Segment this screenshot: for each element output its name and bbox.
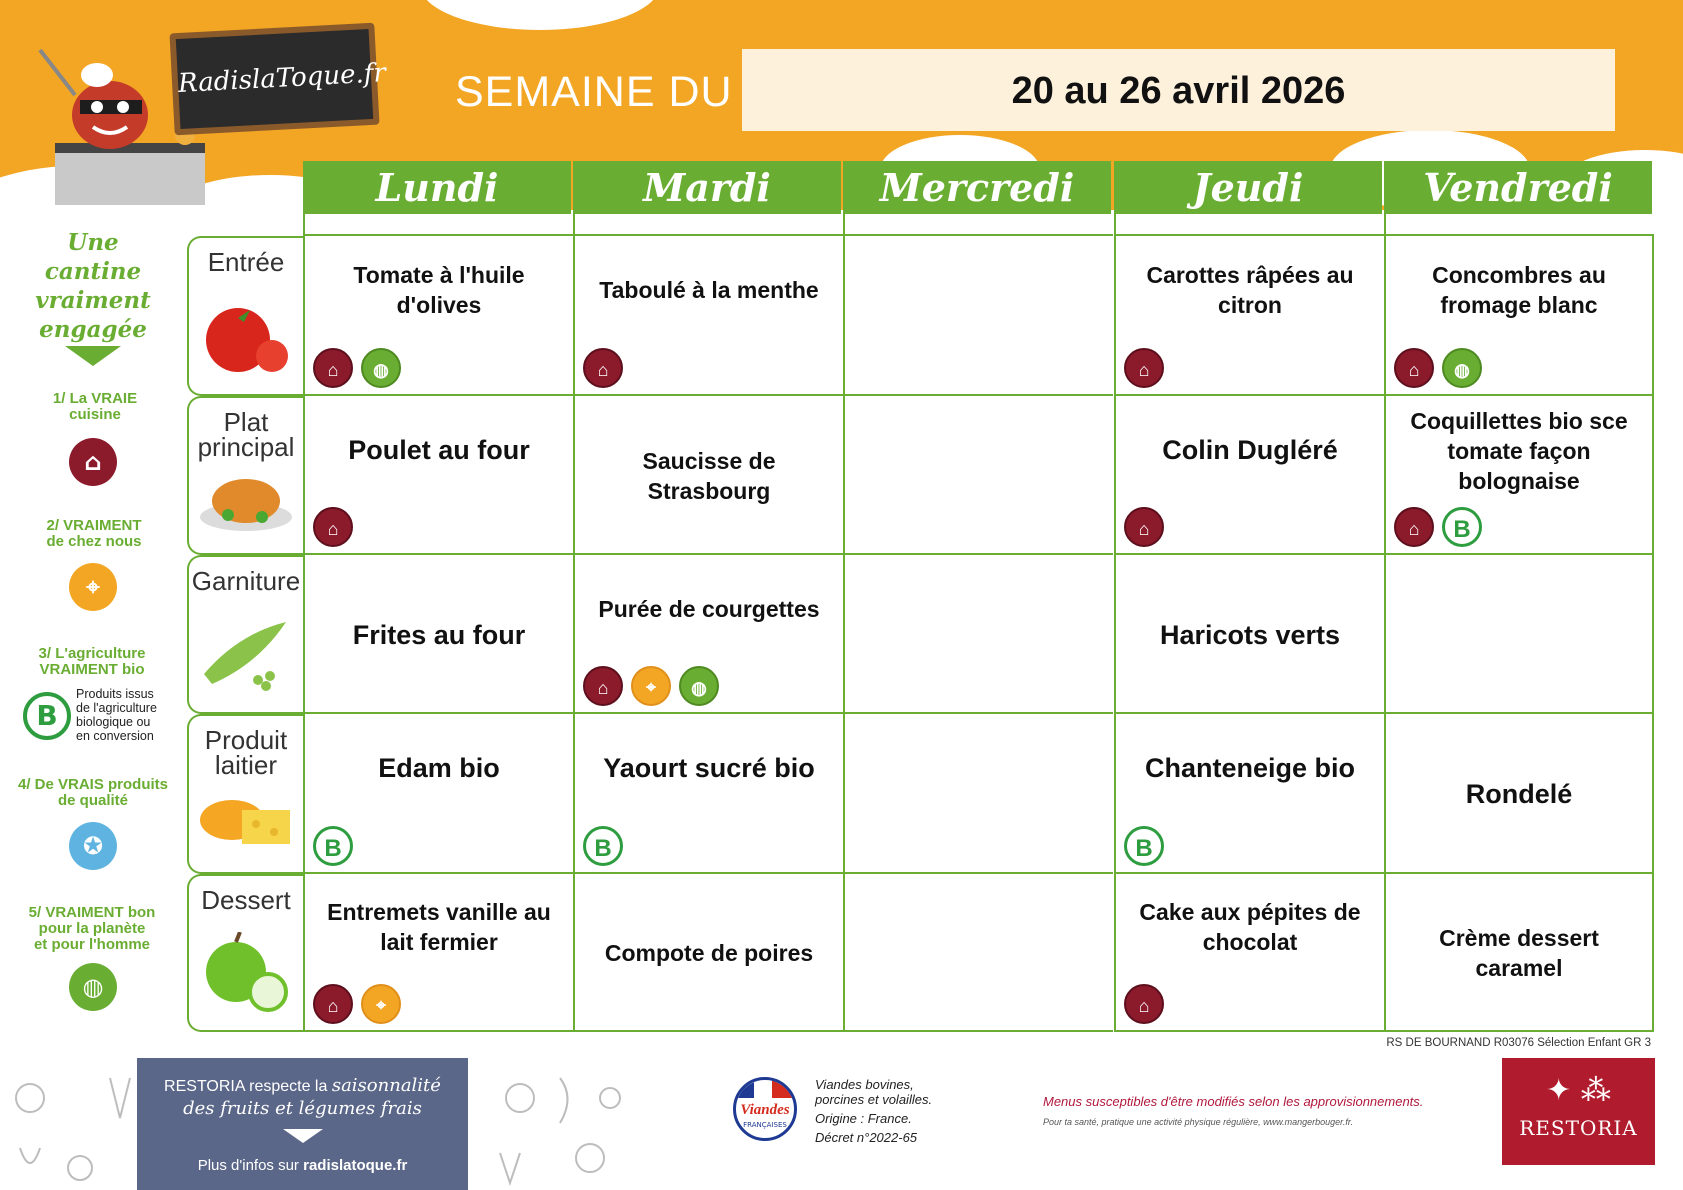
dish-name: Taboulé à la menthe	[599, 277, 819, 303]
dish-name: Purée de courgettes	[598, 596, 820, 622]
menu-cell-vendredi-plat-principal	[1384, 396, 1654, 555]
menu-cell-jeudi-garniture	[1114, 555, 1384, 714]
cooking-pot-icon: ⌂	[1394, 507, 1434, 547]
local-farm-icon: ⌖	[361, 984, 401, 1024]
dish-name: Tomate à l'huile d'olives	[353, 262, 525, 318]
bio-icon: B	[313, 826, 353, 866]
cooking-pot-icon: ⌂	[583, 348, 623, 388]
category-label: Produit laitier	[204, 725, 288, 780]
dish-name: Poulet au four	[348, 435, 530, 465]
label-badges	[1124, 826, 1164, 866]
label-badges	[583, 666, 719, 706]
radislatoque-link[interactable]: radislatoque.fr	[303, 1157, 408, 1174]
dish-name: Entremets vanille au lait fermier	[327, 899, 551, 955]
day-header-spacer	[573, 214, 843, 236]
category-entree	[187, 236, 303, 396]
meat-origin-text: Viandes bovines, porcines et volailles. Origine : France. Décret n°2022-65	[815, 1077, 933, 1145]
menu-cell-jeudi-entree	[1114, 236, 1384, 396]
category-dessert	[187, 874, 303, 1032]
dish-name: Rondelé	[1465, 779, 1573, 809]
step-produits-qualite: 4/ De VRAIS produits de qualité	[17, 776, 169, 809]
label-badges	[1394, 348, 1482, 388]
cooking-pot-icon: ⌂	[583, 666, 623, 706]
label-badges	[583, 348, 623, 388]
bio-icon: B	[583, 826, 623, 866]
roast-chicken-icon	[198, 455, 294, 535]
menu-cell-mardi-plat-principal	[573, 396, 843, 555]
menu-cell-mercredi-garniture	[843, 555, 1113, 714]
menu-cell-jeudi-produit-laitier	[1114, 714, 1384, 874]
menu-cell-jeudi-plat-principal	[1114, 396, 1384, 555]
menu-cell-lundi-dessert	[303, 874, 573, 1032]
dish-name: Carottes râpées au citron	[1146, 262, 1354, 318]
cooking-pot-icon: ⌂	[1394, 348, 1434, 388]
cloud-decoration	[420, 0, 660, 30]
viandes-francaises-logo: Viandes FRANÇAISES	[733, 1077, 797, 1141]
local-farm-icon: ⌖	[69, 563, 117, 611]
category-label: Plat principal	[197, 407, 295, 462]
bio-icon: B	[1442, 507, 1482, 547]
cooking-pot-icon: ⌂	[1124, 507, 1164, 547]
planet-icon: ◍	[361, 348, 401, 388]
step-vraie-cuisine: 1/ La VRAIE cuisine	[52, 390, 138, 423]
menu-cell-mardi-dessert	[573, 874, 843, 1032]
day-header-spacer	[1114, 214, 1384, 236]
cheese-icon	[198, 774, 294, 854]
dish-name: Chanteneige bio	[1144, 753, 1355, 783]
label-badges	[1124, 984, 1164, 1024]
category-label: Entrée	[207, 247, 285, 277]
category-produit-laitier	[187, 714, 303, 874]
bio-icon: B	[23, 692, 71, 740]
menu-cell-lundi-garniture	[303, 555, 573, 714]
dish-name: Saucisse de Strasbourg	[642, 448, 776, 504]
step-agriculture-bio: 3/ L'agriculture VRAIMENT bio	[38, 645, 146, 678]
label-badges	[313, 984, 401, 1024]
apple-icon	[198, 932, 294, 1012]
sidebar-title: Une cantine vraiment engagée	[35, 229, 151, 343]
step-bon-planete: 5/ VRAIMENT bon pour la planète et pour l'homme	[28, 904, 156, 953]
menu-cell-mardi-produit-laitier	[573, 714, 843, 874]
dish-name: Edam bio	[378, 753, 500, 783]
dish-name: Haricots verts	[1159, 620, 1341, 650]
cooking-pot-icon: ⌂	[1124, 984, 1164, 1024]
menu-cell-mercredi-dessert	[843, 874, 1113, 1032]
menu-cell-lundi-plat-principal	[303, 396, 573, 555]
day-header-mercredi: Mercredi	[843, 161, 1111, 214]
restoria-logo: ✦ ⁂ RESTORIA	[1502, 1058, 1655, 1165]
brand-logo-text: RadislaToque.fr	[177, 58, 387, 100]
menu-reference: RS DE BOURNAND R03076 Sélection Enfant GR 3	[1386, 1037, 1651, 1049]
peas-icon	[198, 614, 294, 694]
bio-note: Produits issus de l'agriculture biologique ou en conversion	[76, 687, 157, 743]
dish-name: Frites au four	[352, 620, 526, 650]
day-header-vendredi: Vendredi	[1384, 161, 1652, 214]
menu-cell-mardi-entree	[573, 236, 843, 396]
menu-cell-vendredi-dessert	[1384, 874, 1654, 1032]
cooking-pot-icon: ⌂	[313, 984, 353, 1024]
menu-cell-mercredi-produit-laitier	[843, 714, 1113, 874]
category-plat-principal	[187, 396, 303, 555]
label-badges	[313, 507, 353, 547]
menu-cell-jeudi-dessert	[1114, 874, 1384, 1032]
label-badges	[1124, 348, 1164, 388]
tomato-icon	[198, 296, 294, 376]
sidebar-arrow-icon	[65, 346, 121, 366]
dish-name: Crème dessert caramel	[1439, 925, 1599, 981]
menu-cell-lundi-entree	[303, 236, 573, 396]
cooking-pot-icon: ⌂	[313, 507, 353, 547]
label-badges	[1124, 507, 1164, 547]
day-header-spacer	[303, 214, 573, 236]
menu-cell-lundi-produit-laitier	[303, 714, 573, 874]
planet-icon: ◍	[1442, 348, 1482, 388]
step-de-chez-nous: 2/ VRAIMENT de chez nous	[46, 517, 142, 550]
category-label: Garniture	[191, 566, 301, 596]
menu-change-notice: Menus susceptibles d'être modifiés selon les approvisionnements.	[1043, 1094, 1424, 1109]
cooking-pot-icon: ⌂	[313, 348, 353, 388]
dish-name: Compote de poires	[604, 940, 814, 966]
brand-chalkboard	[169, 23, 387, 136]
menu-cell-vendredi-entree	[1384, 236, 1654, 396]
seasonality-promo: RESTORIA respecte la saisonnalité des fruits et légumes frais Plus d'infos sur radislatoque.fr	[137, 1058, 468, 1190]
week-label: SEMAINE DU	[455, 68, 733, 116]
quality-medal-icon: ✪	[69, 822, 117, 870]
label-badges	[313, 348, 401, 388]
dish-name: Cake aux pépites de chocolat	[1139, 899, 1361, 955]
label-badges	[313, 826, 353, 866]
health-notice: Pour ta santé, pratique une activité physique régulière, www.mangerbouger.fr.	[1043, 1117, 1354, 1127]
bio-icon: B	[1124, 826, 1164, 866]
menu-cell-vendredi-produit-laitier	[1384, 714, 1654, 874]
day-header-spacer	[1384, 214, 1654, 236]
dish-name: Colin Dugléré	[1162, 435, 1338, 465]
planet-icon: ◍	[69, 963, 117, 1011]
menu-cell-mercredi-plat-principal	[843, 396, 1113, 555]
category-label: Dessert	[201, 885, 291, 915]
cooking-pot-icon: ⌂	[69, 438, 117, 486]
day-header-mardi: Mardi	[573, 161, 841, 214]
label-badges	[1394, 507, 1482, 547]
dish-name: Concombres au fromage blanc	[1432, 262, 1606, 318]
menu-cell-mercredi-entree	[843, 236, 1113, 396]
day-header-jeudi: Jeudi	[1114, 161, 1382, 214]
dish-name: Yaourt sucré bio	[603, 753, 815, 783]
planet-icon: ◍	[679, 666, 719, 706]
category-garniture	[187, 555, 303, 714]
menu-cell-mardi-garniture	[573, 555, 843, 714]
chevron-down-icon	[283, 1129, 323, 1143]
menu-cell-vendredi-garniture	[1384, 555, 1654, 714]
local-farm-icon: ⌖	[631, 666, 671, 706]
week-dates: 20 au 26 avril 2026	[742, 49, 1615, 131]
day-header-lundi: Lundi	[303, 161, 571, 214]
day-header-spacer	[843, 214, 1113, 236]
dish-name: Coquillettes bio sce tomate façon bolognaise	[1410, 408, 1628, 494]
cooking-pot-icon: ⌂	[1124, 348, 1164, 388]
label-badges	[583, 826, 623, 866]
